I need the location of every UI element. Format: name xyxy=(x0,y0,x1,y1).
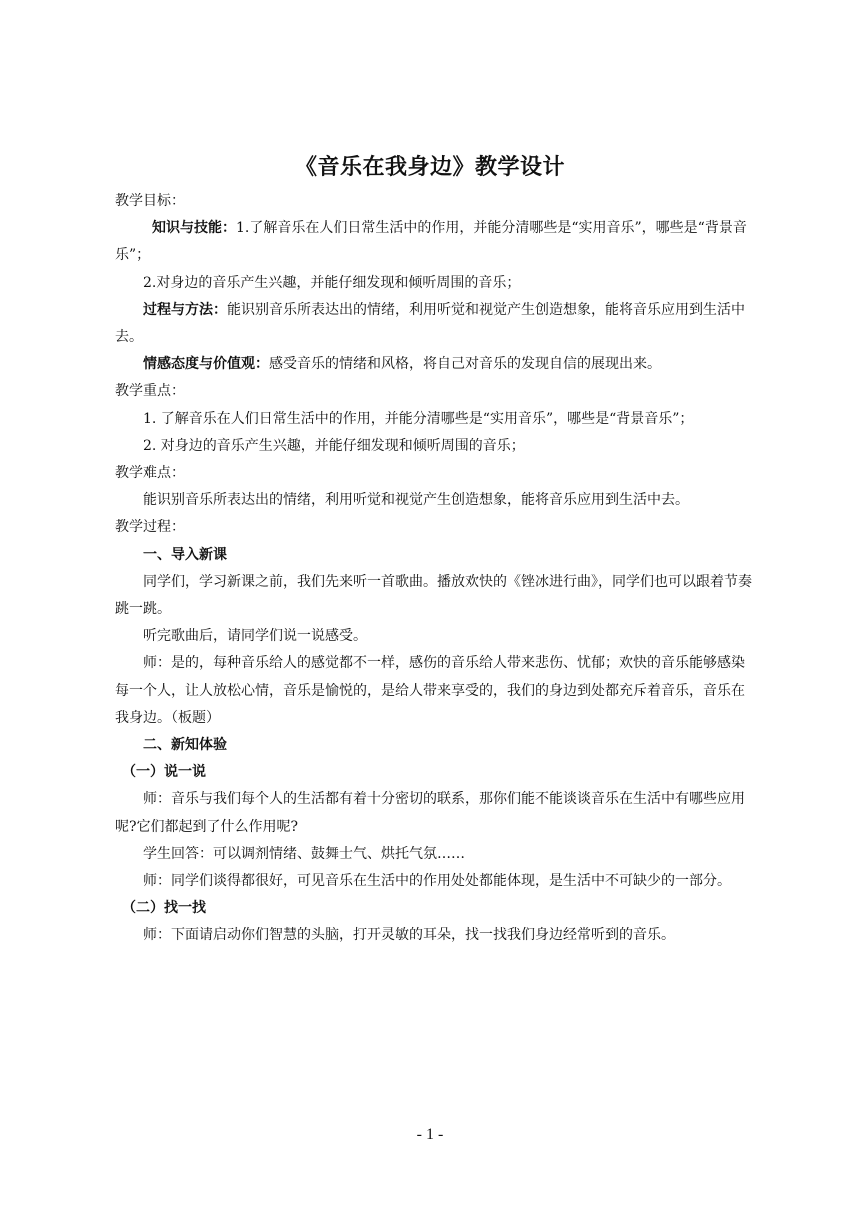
emotion-text: 感受音乐的情绪和风格，将自己对音乐的发现自信的展现出来。 xyxy=(269,356,661,373)
knowledge-label: 知识与技能： xyxy=(152,220,236,237)
section-1-title: 一、导入新课 xyxy=(143,546,227,563)
subsection-1-paragraph: 师：音乐与我们每个人的生活都有着十分密切的联系，那你们能不能谈谈音乐在生活中有哪些应用呢?它们都起到了什么作用呢? xyxy=(115,791,745,835)
section-2-title: 二、新知体验 xyxy=(143,737,227,754)
page-number: - 1 - xyxy=(416,1126,444,1143)
emotion-label: 情感态度与价值观： xyxy=(143,356,269,373)
section-1-paragraph: 听完歌曲后，请同学们说一说感受。 xyxy=(143,628,367,645)
key-points-heading: 教学重点： xyxy=(115,383,185,400)
objectives-heading: 教学目标： xyxy=(115,193,185,209)
subsection-2-paragraph: 师：下面请启动你们智慧的头脑，打开灵敏的耳朵，找一找我们身边经常听到的音乐。 xyxy=(143,927,675,944)
subsection-1-title: （一）说一说 xyxy=(122,764,206,781)
subsection-1-paragraph: 师：同学们谈得都很好，可见音乐在生活中的作用处处都能体现，是生活中不可缺少的一部分。 xyxy=(143,873,731,890)
process-label: 过程与方法： xyxy=(143,301,227,318)
process-text: 能识别音乐所表达出的情绪，利用听觉和视觉产生创造想象，能将音乐应用到生活中去。 xyxy=(115,301,745,346)
key-point-item: 1. 了解音乐在人们日常生活中的作用，并能分清哪些是“实用音乐”，哪些是“背景音乐”； xyxy=(143,410,694,427)
objective-item-2: 2.对身边的音乐产生兴趣，并能仔细发现和倾听周围的音乐； xyxy=(143,274,521,291)
process-method-paragraph xyxy=(115,297,755,351)
knowledge-paragraph xyxy=(115,215,755,269)
difficulties-heading: 教学难点： xyxy=(115,465,185,482)
key-point-item: 2. 对身边的音乐产生兴趣，并能仔细发现和倾听周围的音乐； xyxy=(143,437,525,454)
difficulties-text: 能识别音乐所表达出的情绪，利用听觉和视觉产生创造想象，能将音乐应用到生活中去。 xyxy=(143,492,689,509)
section-1-paragraph: 师：是的，每种音乐给人的感觉都不一样，感伤的音乐给人带来悲伤、忧郁；欢快的音乐能够感染每一个人，让人放松心情，音乐是愉悦的，是给人带来享受的，我们的身边到处都充斥着音乐，音乐在我身边。（板题） xyxy=(115,655,745,726)
section-1-paragraph: 同学们，学习新课之前，我们先来听一首歌曲。播放欢快的《锉冰进行曲》，同学们也可以跟着节奏跳一跳。 xyxy=(115,573,752,618)
document-body xyxy=(115,188,755,950)
emotion-paragraph xyxy=(115,351,755,378)
process-heading: 教学过程： xyxy=(115,519,185,536)
subsection-2-title: （二）找一找 xyxy=(122,900,206,917)
knowledge-text: 1.了解音乐在人们日常生活中的作用，并能分清哪些是“实用音乐”，哪些是“背景音乐”； xyxy=(115,220,747,264)
document-title: 《音乐在我身边》教学设计 xyxy=(294,155,565,180)
subsection-1-paragraph: 学生回答：可以调剂情绪、鼓舞士气、烘托气氛…… xyxy=(143,845,465,862)
